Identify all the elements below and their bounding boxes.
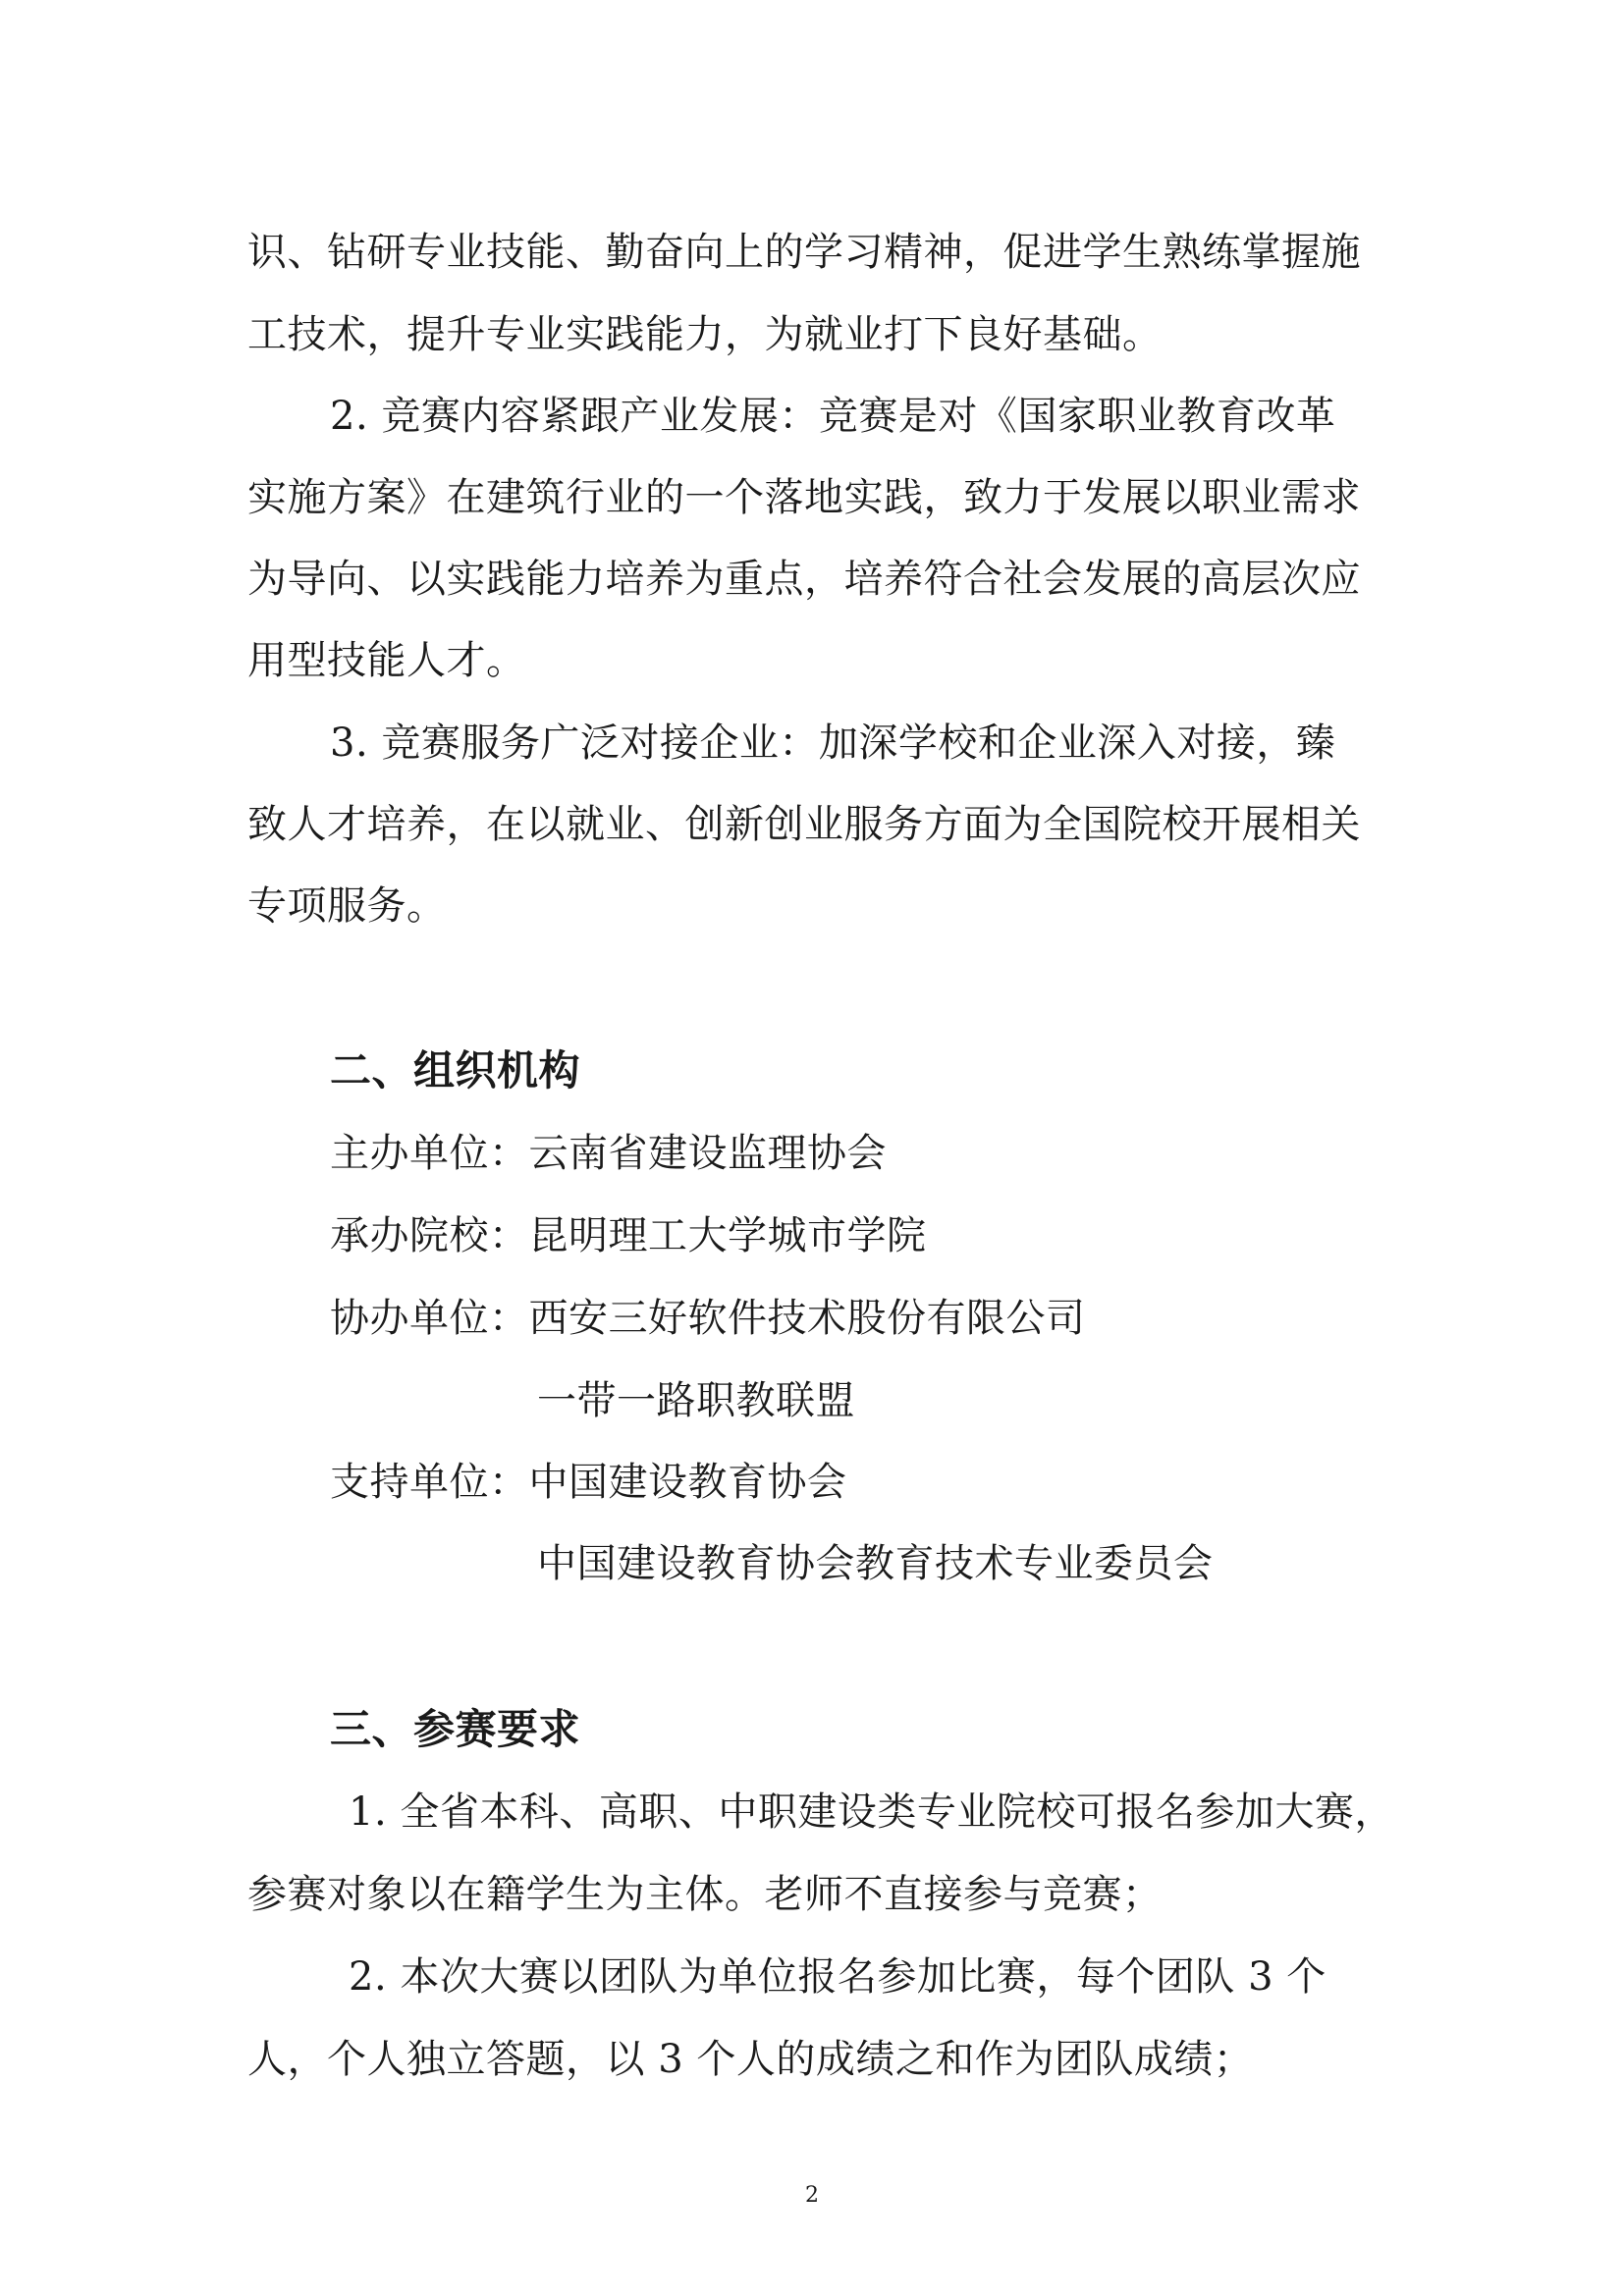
requirement-2-line-1: 2. 本次大赛以团队为单位报名参加比赛，每个团队 3 个 [349, 1954, 1326, 2000]
paragraph-3-line-1: 3. 竞赛服务广泛对接企业：加深学校和企业深入对接，臻 [330, 721, 1336, 766]
paragraph-2-line-3: 为导向、以实践能力培养为重点，培养符合社会发展的高层次应 [247, 557, 1361, 602]
paragraph-2-line-1: 2. 竞赛内容紧跟产业发展：竞赛是对《国家职业教育改革 [330, 394, 1336, 439]
co-organizer-1: 协办单位：西安三好软件技术股份有限公司 [330, 1296, 1086, 1341]
paragraph-3-line-2: 致人才培养，在以就业、创新创业服务方面为全国院校开展相关 [247, 802, 1361, 847]
supporter-1: 支持单位：中国建设教育协会 [330, 1460, 847, 1505]
requirement-1-line-1: 1. 全省本科、高职、中职建设类专业院校可报名参加大赛， [349, 1789, 1394, 1835]
paragraph-2-line-4: 用型技能人才。 [247, 638, 526, 683]
organizer-school: 承办院校：昆明理工大学城市学院 [330, 1213, 927, 1258]
co-organizer-2: 一带一路职教联盟 [537, 1378, 855, 1423]
page-number: 2 [805, 2183, 819, 2208]
host-unit: 主办单位：云南省建设监理协会 [330, 1131, 887, 1176]
paragraph-3-line-3: 专项服务。 [247, 883, 447, 929]
requirement-2-line-2: 人，个人独立答题，以 3 个人的成绩之和作为团队成绩； [247, 2037, 1254, 2082]
paragraph-1-line-1: 识、钻研专业技能、勤奋向上的学习精神，促进学生熟练掌握施 [247, 230, 1361, 275]
paragraph-1-line-2: 工技术，提升专业实践能力，为就业打下良好基础。 [247, 312, 1163, 357]
section-3-heading: 三、参赛要求 [330, 1705, 581, 1753]
section-2-heading: 二、组织机构 [330, 1046, 581, 1095]
requirement-1-line-2: 参赛对象以在籍学生为主体。老师不直接参与竞赛； [247, 1872, 1163, 1917]
supporter-2: 中国建设教育协会教育技术专业委员会 [537, 1541, 1214, 1586]
paragraph-2-line-2: 实施方案》在建筑行业的一个落地实践，致力于发展以职业需求 [247, 475, 1361, 520]
